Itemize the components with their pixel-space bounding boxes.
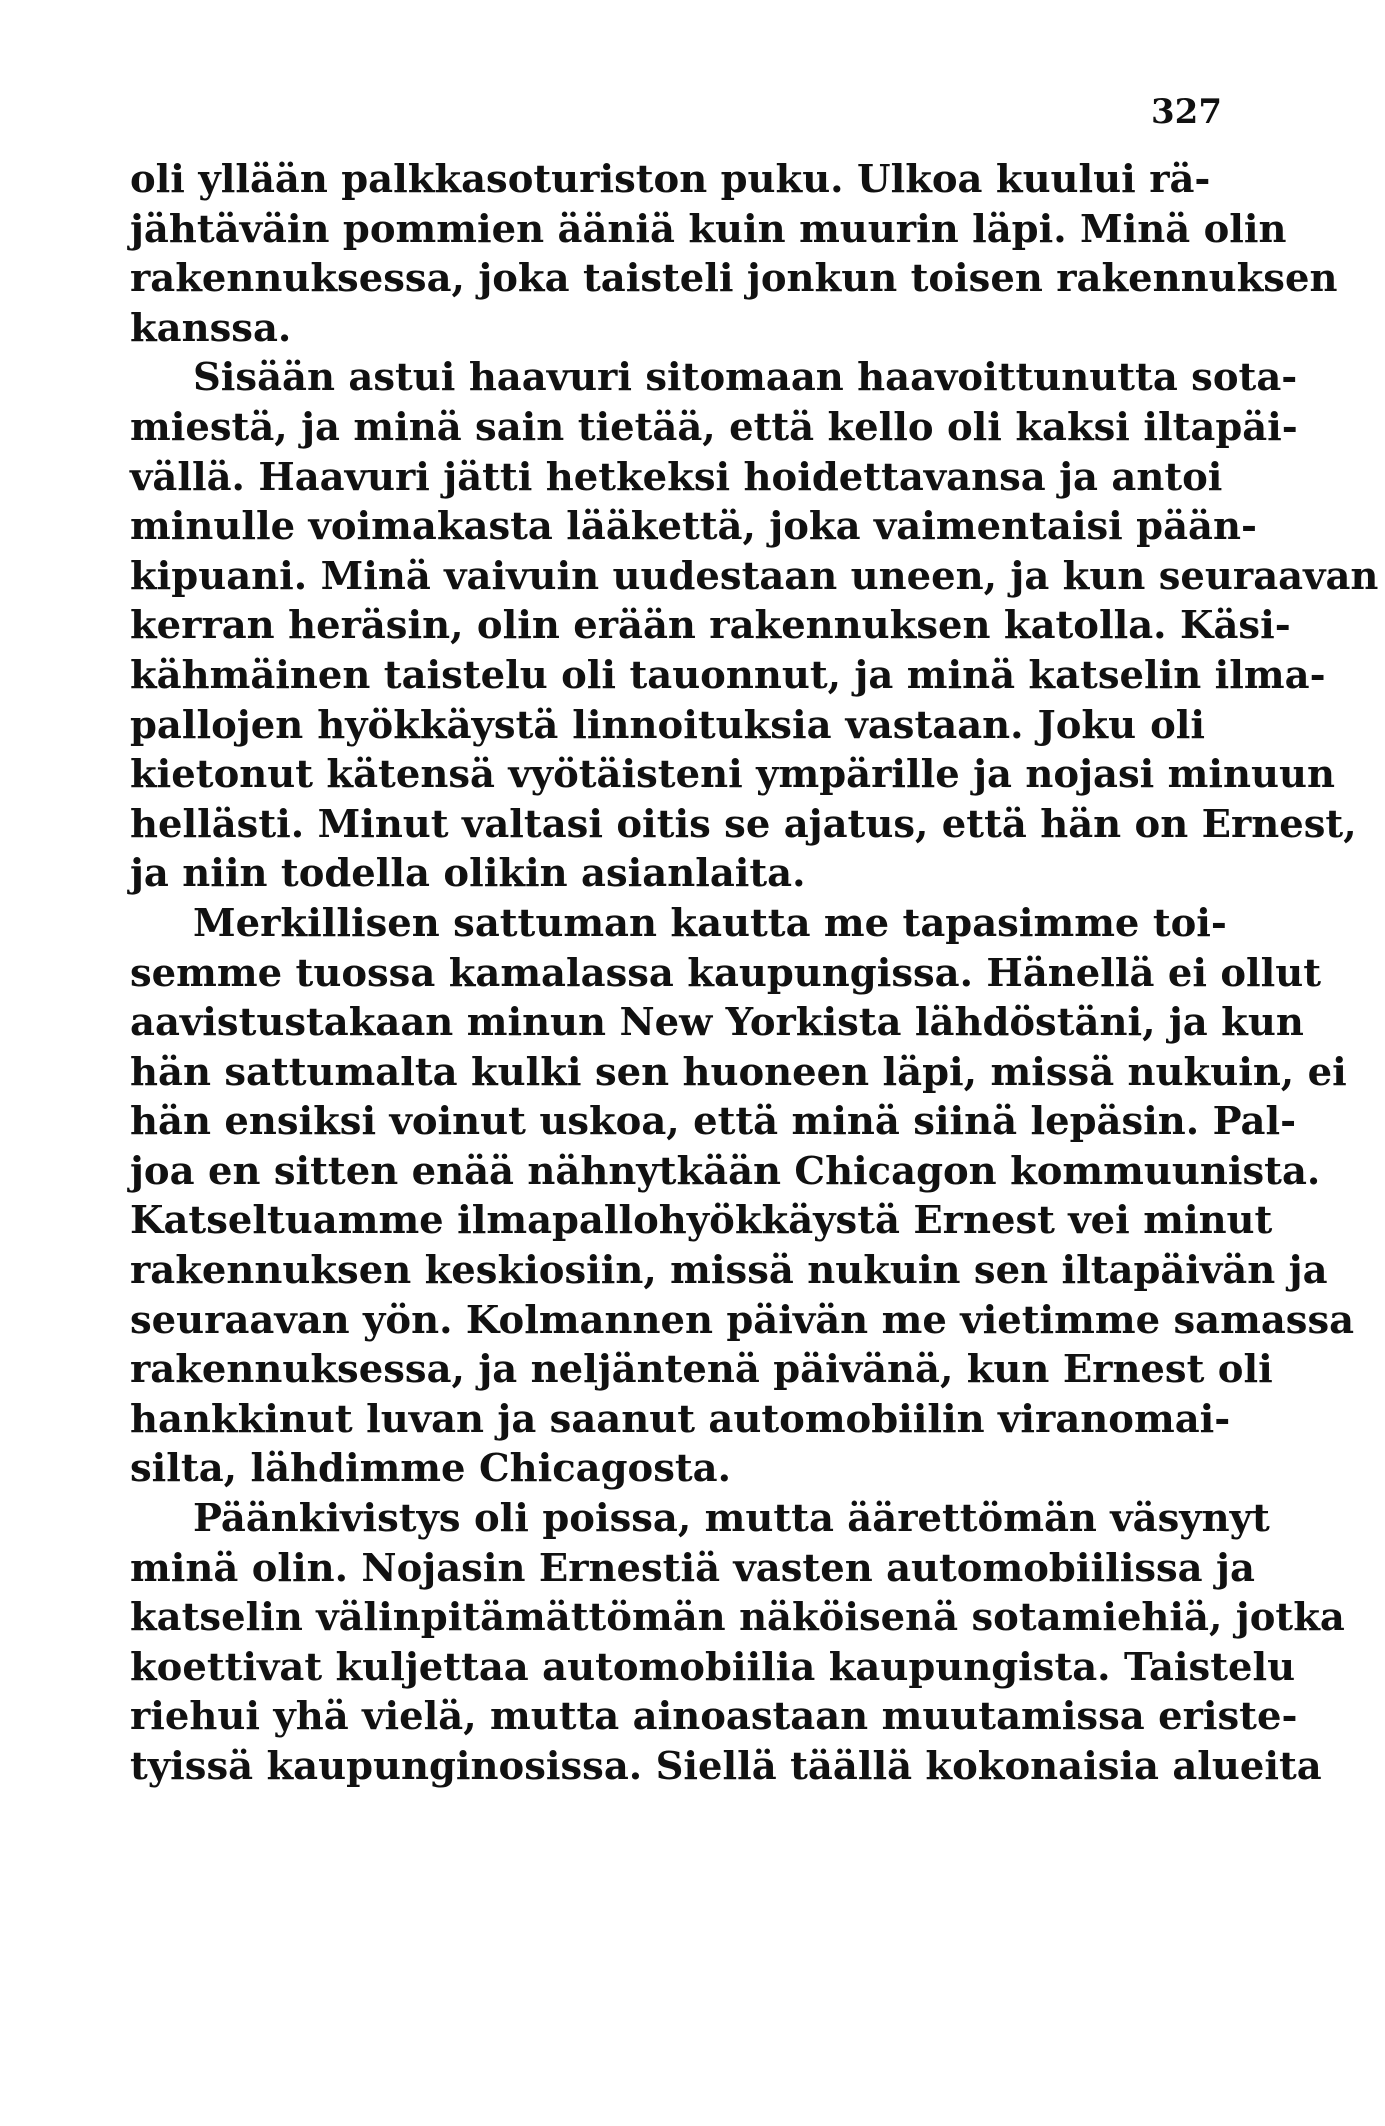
text-line: kietonut kätensä vyötäisteni ympärille ja nojasi minuun xyxy=(130,752,1335,798)
text-line: silta, lähdimme Chicagosta. xyxy=(130,1446,731,1492)
text-line: jähtäväin pommien ääniä kuin muurin läpi. Minä olin xyxy=(130,206,1287,252)
text-line: kanssa. xyxy=(130,305,292,351)
text-line: kipuani. Minä vaivuin uudestaan uneen, ja kun seuraavan xyxy=(130,553,1379,599)
text-line: hän ensiksi voinut uskoa, että minä siinä lepäsin. Pal- xyxy=(130,1099,1297,1145)
text-line: oli yllään palkkasoturiston puku. Ulkoa kuului rä- xyxy=(130,157,1211,202)
page-number: 327 xyxy=(1151,92,1222,132)
text-line: miestä, ja minä sain tietää, että kello oli kaksi iltapäi- xyxy=(130,404,1298,450)
text-line: Katseltuamme ilmapallohyökkäystä Ernest vei minut xyxy=(130,1198,1273,1244)
text-line: rakennuksen keskiosiin, missä nukuin sen iltapäivän ja xyxy=(130,1248,1328,1294)
text-line: tyissä kaupunginosissa. Siellä täällä kokonaisia alueita xyxy=(130,1744,1322,1789)
text-line: hellästi. Minut valtasi oitis se ajatus, että hän on Ernest, xyxy=(130,801,1357,847)
text-line: Päänkivistys oli poissa, mutta äärettömän väsynyt xyxy=(193,1496,1270,1542)
text-line: riehui yhä vielä, mutta ainoastaan muutamissa eriste- xyxy=(130,1694,1298,1740)
text-line: Merkillisen sattuman kautta me tapasimme toi- xyxy=(193,900,1227,946)
text-line: kerran heräsin, olin erään rakennuksen katolla. Käsi- xyxy=(130,603,1291,649)
text-line: katselin välinpitämättömän näköisenä sotamiehiä, jotka xyxy=(130,1595,1345,1641)
text-line: ja niin todella olikin asianlaita. xyxy=(130,851,806,897)
text-line: koettivat kuljettaa automobiilia kaupungista. Taistelu xyxy=(130,1644,1296,1690)
text-line: minä olin. Nojasin Ernestiä vasten automobiilissa ja xyxy=(130,1545,1255,1591)
text-line: Sisään astui haavuri sitomaan haavoittunutta sota- xyxy=(193,355,1298,401)
text-line: vällä. Haavuri jätti hetkeksi hoidettavansa ja antoi xyxy=(130,454,1223,500)
text-line: rakennuksessa, joka taisteli jonkun toisen rakennuksen xyxy=(130,256,1338,302)
body-text xyxy=(130,155,1379,1792)
text-line: joa en sitten enää nähnytkään Chicagon kommuunista. xyxy=(130,1148,1321,1194)
text-line: kähmäinen taistelu oli tauonnut, ja minä katselin ilma- xyxy=(130,652,1326,698)
text-line: semme tuossa kamalassa kaupungissa. Hänellä ei ollut xyxy=(130,950,1322,996)
text-line: hankkinut luvan ja saanut automobiilin viranomai- xyxy=(130,1396,1231,1442)
text-line: pallojen hyökkäystä linnoituksia vastaan. Joku oli xyxy=(130,702,1205,748)
text-line: rakennuksessa, ja neljäntenä päivänä, kun Ernest oli xyxy=(130,1347,1273,1393)
text-line: hän sattumalta kulki sen huoneen läpi, missä nukuin, ei xyxy=(130,1049,1347,1095)
text-line: minulle voimakasta lääkettä, joka vaimentaisi pään- xyxy=(130,504,1257,550)
text-line: aavistustakaan minun New Yorkista lähdöstäni, ja kun xyxy=(130,1000,1304,1046)
text-line: seuraavan yön. Kolmannen päivän me vietimme samassa xyxy=(130,1297,1355,1343)
